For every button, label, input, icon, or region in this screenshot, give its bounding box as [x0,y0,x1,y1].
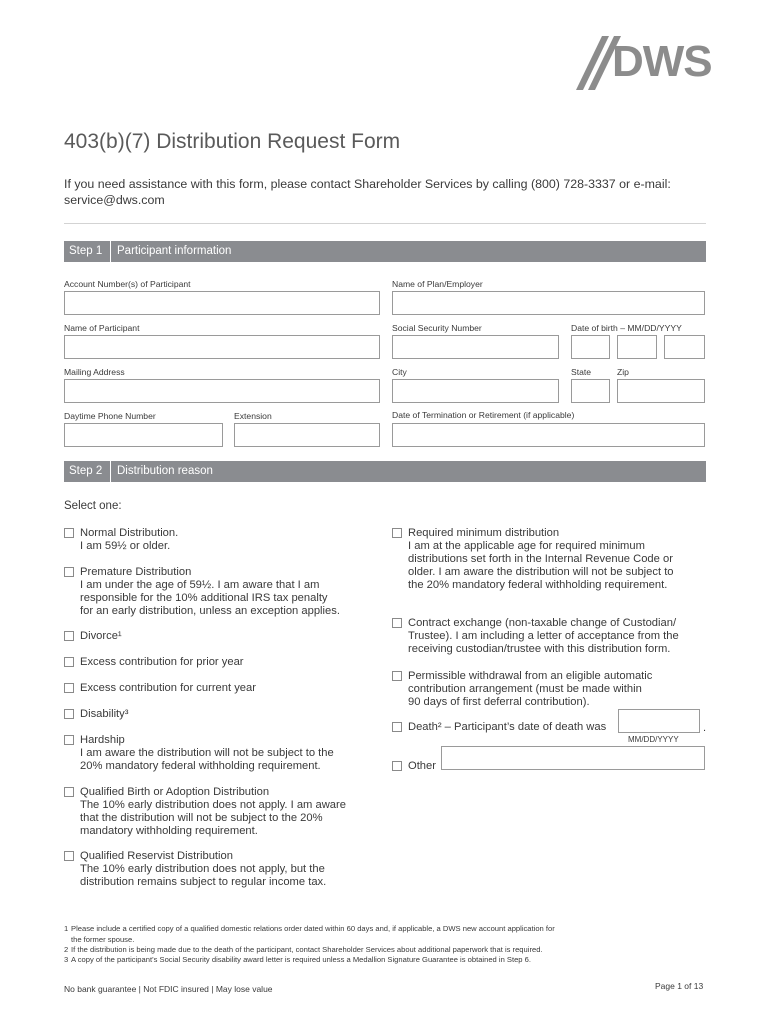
checkbox[interactable] [392,528,402,538]
ssn-field[interactable] [392,335,559,359]
footnote-mark: 3 [64,955,69,964]
option-title: Premature Distribution [80,566,192,578]
page-title: 403(b)(7) Distribution Request Form [64,130,401,153]
ssn-label: Social Security Number [392,323,482,333]
step1-title: Participant information [117,245,232,257]
checkbox[interactable] [64,735,74,745]
step1-number: Step 1 [64,241,111,262]
phone-field[interactable] [64,423,223,447]
checkbox[interactable] [64,683,74,693]
option-description: I am 59½ or older. [80,540,171,552]
footnote-text: If the distribution is being made due to the death of the participant, contact Shareholder Services about additional paperwork that is required. [71,945,543,954]
option-description: distributions set forth in the Internal Revenue Code or [408,553,673,565]
page-number: Page 1 of 13 [655,981,704,991]
option-description: the 20% mandatory federal withholding requirement. [408,579,668,591]
logo-text: DWS [612,37,712,86]
dws-logo [572,34,732,94]
option-description: mandatory withholding requirement. [80,825,258,837]
checkbox[interactable] [64,851,74,861]
step1-header [64,241,706,262]
death-date-format-label: MM/DD/YYYY [628,735,679,744]
extension-field[interactable] [234,423,380,447]
option-description: The 10% early distribution does not apply. I am aware [80,799,346,811]
option-title: Hardship [80,734,125,746]
option-title: Other [408,760,436,772]
dob-year-field[interactable] [664,335,705,359]
footnote-1 [64,924,555,934]
checkbox[interactable] [392,722,402,732]
divider [64,223,706,224]
footnote-mark: 1 [64,924,69,933]
intro-text: If you need assistance with this form, please contact Shareholder Services by calling (800) 728-3337 or e-mail: service@dws.com [64,177,671,207]
checkbox[interactable] [392,671,402,681]
option-description: 90 days of first deferral contribution). [408,696,590,708]
option-description: responsible for the 10% additional IRS tax penalty [80,592,328,604]
termination-label: Date of Termination or Retirement (if applicable) [392,410,575,420]
checkbox[interactable] [64,631,74,641]
dob-month-field[interactable] [571,335,610,359]
city-label: City [392,367,407,377]
footnote-mark: 2 [64,945,69,954]
option-title: Normal Distribution. [80,527,179,539]
other-reason-field[interactable] [441,746,705,770]
option-description: I am aware the distribution will not be subject to the [80,747,334,759]
checkbox[interactable] [64,657,74,667]
mailing-address-label: Mailing Address [64,367,125,377]
account-number-label: Account Number(s) of Participant [64,279,191,289]
option-description: I am under the age of 59½. I am aware that I am [80,579,320,591]
option-title: Death² – Participant’s date of death was [408,721,607,733]
option-title: Disability³ [80,708,129,720]
option-description: 20% mandatory federal withholding requirement. [80,760,321,772]
step2-header [64,461,706,482]
option-title: Permissible withdrawal from an eligible automatic [408,670,653,682]
checkbox[interactable] [392,761,402,771]
checkbox[interactable] [64,528,74,538]
participant-name-label: Name of Participant [64,323,140,333]
option-title: Excess contribution for current year [80,682,256,694]
disclaimer: No bank guarantee | Not FDIC insured | May lose value [64,984,273,994]
state-label: State [571,367,592,377]
zip-field[interactable] [617,379,705,403]
city-field[interactable] [392,379,559,403]
option-title: Qualified Reservist Distribution [80,850,233,862]
plan-employer-label: Name of Plan/Employer [392,279,483,289]
option-description: receiving custodian/trustee with this distribution form. [408,643,671,655]
option-title: Required minimum distribution [408,527,560,539]
checkbox[interactable] [64,709,74,719]
step2-title: Distribution reason [117,465,213,477]
option-description: I am at the applicable age for required minimum [408,540,645,552]
step2-number: Step 2 [64,461,111,482]
termination-date-field[interactable] [392,423,705,447]
option-title: Contract exchange (non-taxable change of Custodian/ [408,617,677,629]
checkbox[interactable] [392,618,402,628]
select-one-label: Select one: [64,500,122,512]
phone-label: Daytime Phone Number [64,411,156,421]
plan-employer-field[interactable] [392,291,705,315]
dob-day-field[interactable] [617,335,657,359]
extension-label: Extension [234,411,272,421]
option-description: older. I am aware the distribution will not be subject to [408,566,674,578]
zip-label: Zip [617,367,629,377]
checkbox[interactable] [64,787,74,797]
participant-name-field[interactable] [64,335,380,359]
option-title: Qualified Birth or Adoption Distribution [80,786,270,798]
death-date-field[interactable] [618,709,700,733]
state-field[interactable] [571,379,610,403]
option-title: Excess contribution for prior year [80,656,244,668]
footnote-2 [64,945,543,955]
option-description: for an early distribution, unless an exception applies. [80,605,340,617]
footnote-text: Please include a certified copy of a qualified domestic relations order dated within 60 days and, if applicable, a DWS new account application for [71,924,555,933]
option-description: The 10% early distribution does not apply, but the [80,863,325,875]
footnote-1-cont: the former spouse. [71,935,135,944]
dob-label: Date of birth – MM/DD/YYYY [571,323,682,333]
option-description: that the distribution will not be subject to the 20% [80,812,323,824]
option-description: Trustee). I am including a letter of acceptance from the [408,630,679,642]
account-number-field[interactable] [64,291,380,315]
option-description: contribution arrangement (must be made within [408,683,642,695]
footnote-text: A copy of the participant’s Social Security disability award letter is required unless a Medallion Signature Guarantee is obtained in Step 6. [71,955,531,964]
footnote-3 [64,955,531,965]
option-description: distribution remains subject to regular income tax. [80,876,327,888]
death-period: . [703,722,707,734]
option-title: Divorce¹ [80,630,122,642]
mailing-address-field[interactable] [64,379,380,403]
checkbox[interactable] [64,567,74,577]
